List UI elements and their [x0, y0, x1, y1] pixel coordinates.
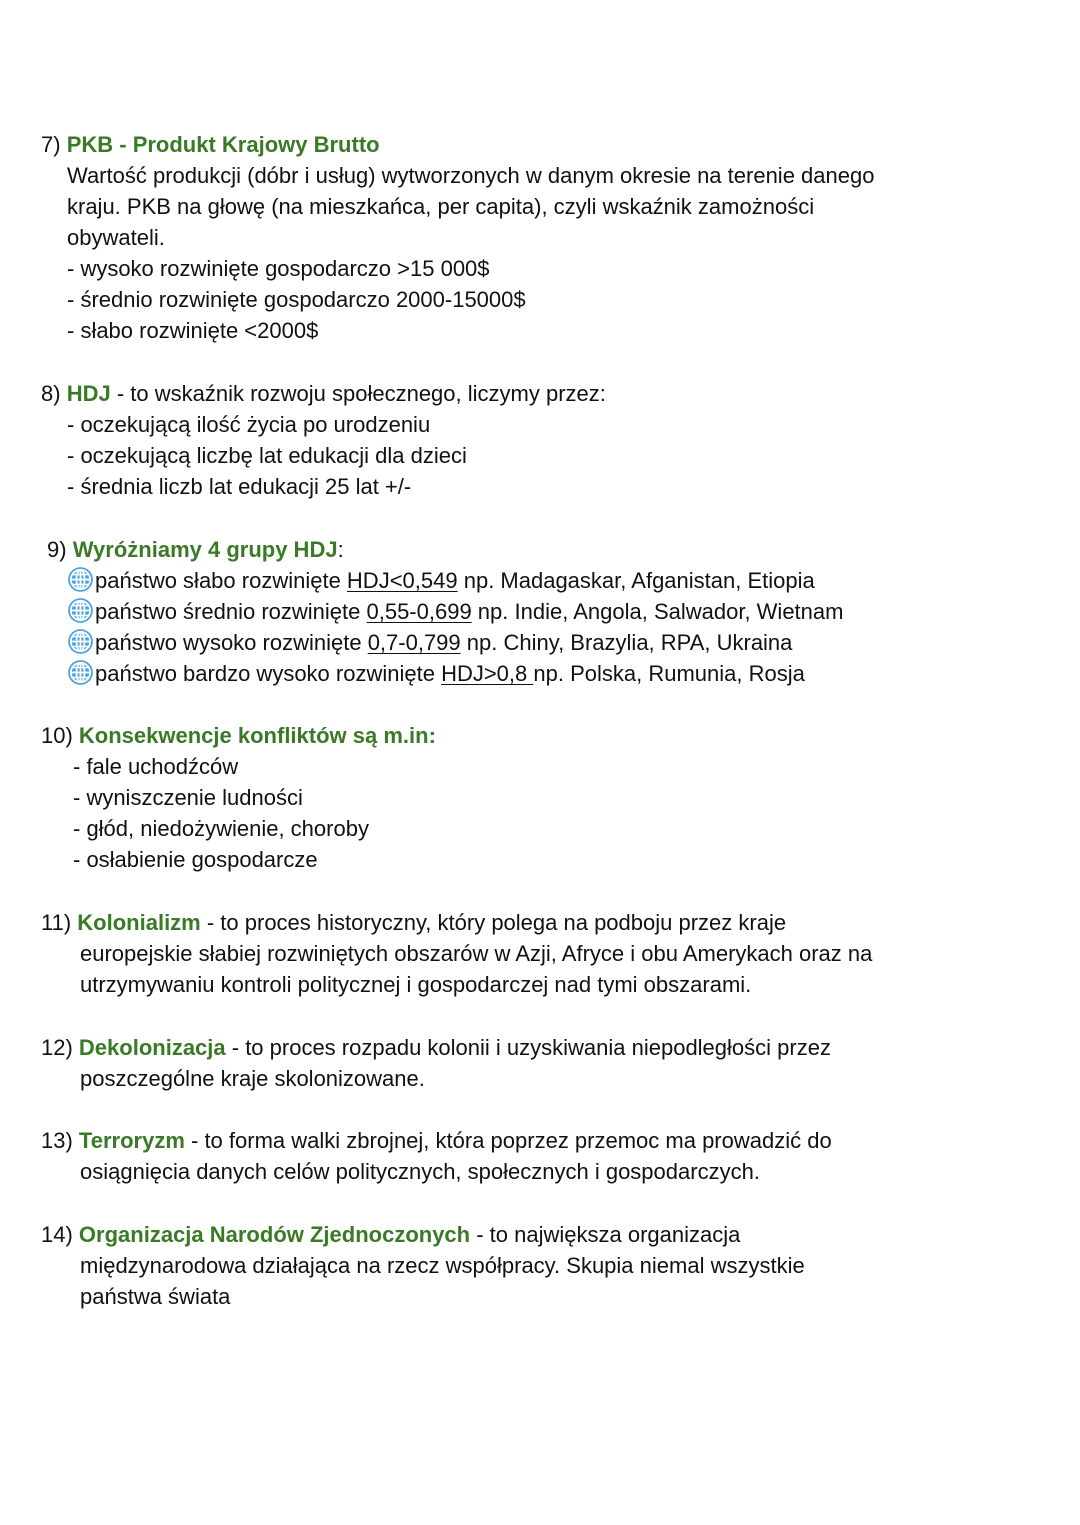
- section-number: 9): [47, 537, 67, 562]
- section-7-list-item: - średnio rozwinięte gospodarczo 2000-15000$: [67, 287, 526, 312]
- hdj-group-item: [67, 627, 792, 658]
- globe-icon: [67, 566, 94, 593]
- section-number: 8): [41, 381, 61, 406]
- section-13-heading: [41, 1125, 832, 1156]
- section-definition: - to proces rozpadu kolonii i uzyskiwania niepodległości przez: [225, 1035, 831, 1060]
- section-8-list-item: - oczekującą liczbę lat edukacji dla dzieci: [67, 443, 467, 468]
- section-term: Konsekwencje konfliktów są m.in:: [78, 723, 436, 748]
- group-examples: np. Indie, Angola, Salwador, Wietnam: [471, 599, 844, 624]
- section-term: Kolonializm: [77, 910, 201, 935]
- section-12-line: poszczególne kraje skolonizowane.: [80, 1066, 425, 1091]
- hdj-group-item: [67, 596, 843, 627]
- section-definition: - to wskaźnik rozwoju społecznego, liczymy przez:: [110, 381, 606, 406]
- group-range: HDJ>0,8: [441, 661, 534, 686]
- section-11-line: utrzymywaniu kontroli politycznej i gospodarczej nad tymi obszarami.: [80, 972, 752, 997]
- section-8-list-item: - średnia liczb lat edukacji 25 lat +/-: [67, 474, 412, 499]
- section-7-line: kraju. PKB na głowę (na mieszkańca, per capita), czyli wskaźnik zamożności: [67, 194, 815, 219]
- section-term: Terroryzm: [78, 1128, 185, 1153]
- group-examples: np. Chiny, Brazylia, RPA, Ukraina: [460, 630, 793, 655]
- section-8-list-item: - oczekującą ilość życia po urodzeniu: [67, 412, 431, 437]
- section-13-line: osiągnięcia danych celów politycznych, społecznych i gospodarczych.: [80, 1159, 760, 1184]
- section-10-list-item: - fale uchodźców: [73, 754, 239, 779]
- section-term: Organizacja Narodów Zjednoczonych: [78, 1222, 471, 1247]
- section-8-heading: [41, 378, 606, 409]
- section-7-line: Wartość produkcji (dóbr i usług) wytworzonych w danym okresie na terenie danego: [67, 163, 875, 188]
- section-definition: - to największa organizacja: [470, 1222, 741, 1247]
- group-label: państwo słabo rozwinięte: [95, 568, 347, 593]
- section-14-line: międzynarodowa działająca na rzecz współpracy. Skupia niemal wszystkie: [80, 1253, 805, 1278]
- section-10-heading: [41, 720, 436, 751]
- section-number: 11): [41, 910, 72, 935]
- section-definition: - to proces historyczny, który polega na podboju przez kraje: [200, 910, 787, 935]
- globe-icon: [67, 597, 94, 624]
- group-examples: np. Madagaskar, Afganistan, Etiopia: [457, 568, 815, 593]
- section-10-list-item: - wyniszczenie ludności: [73, 785, 303, 810]
- section-term: Dekolonizacja: [78, 1035, 226, 1060]
- section-number: 14): [41, 1222, 73, 1247]
- section-12-heading: [41, 1032, 831, 1063]
- section-7-list-item: - wysoko rozwinięte gospodarczo >15 000$: [67, 256, 490, 281]
- globe-icon: [67, 628, 94, 655]
- section-7-heading: [41, 129, 380, 160]
- section-14-line: państwa świata: [80, 1284, 231, 1309]
- group-range: 0,55-0,699: [366, 599, 472, 624]
- section-11-heading: [41, 907, 786, 938]
- section-number: 7): [41, 132, 61, 157]
- section-term: PKB - Produkt Krajowy Brutto: [66, 132, 380, 157]
- group-examples: np. Polska, Rumunia, Rosja: [533, 661, 805, 686]
- section-10-list-item: - osłabienie gospodarcze: [73, 847, 318, 872]
- group-range: HDJ<0,549: [346, 568, 458, 593]
- globe-icon: [67, 659, 94, 686]
- group-label: państwo bardzo wysoko rozwinięte: [95, 661, 442, 686]
- section-7-line: obywateli.: [67, 225, 165, 250]
- group-range: 0,7-0,799: [367, 630, 461, 655]
- section-term: Wyróżniamy 4 grupy HDJ: [72, 537, 338, 562]
- hdj-group-item: [67, 658, 805, 689]
- section-11-line: europejskie słabiej rozwiniętych obszarów w Azji, Afryce i obu Amerykach oraz na: [80, 941, 873, 966]
- section-9-heading: [47, 534, 344, 565]
- section-number: 12): [41, 1035, 73, 1060]
- group-label: państwo średnio rozwinięte: [95, 599, 367, 624]
- section-number: 10): [41, 723, 73, 748]
- heading-colon: :: [337, 537, 344, 562]
- section-definition: - to forma walki zbrojnej, która poprzez przemoc ma prowadzić do: [184, 1128, 832, 1153]
- section-term: HDJ: [66, 381, 111, 406]
- section-7-list-item: - słabo rozwinięte <2000$: [67, 318, 319, 343]
- section-number: 13): [41, 1128, 73, 1153]
- section-10-list-item: - głód, niedożywienie, choroby: [73, 816, 369, 841]
- section-14-heading: [41, 1219, 740, 1250]
- group-label: państwo wysoko rozwinięte: [95, 630, 368, 655]
- hdj-group-item: [67, 565, 815, 596]
